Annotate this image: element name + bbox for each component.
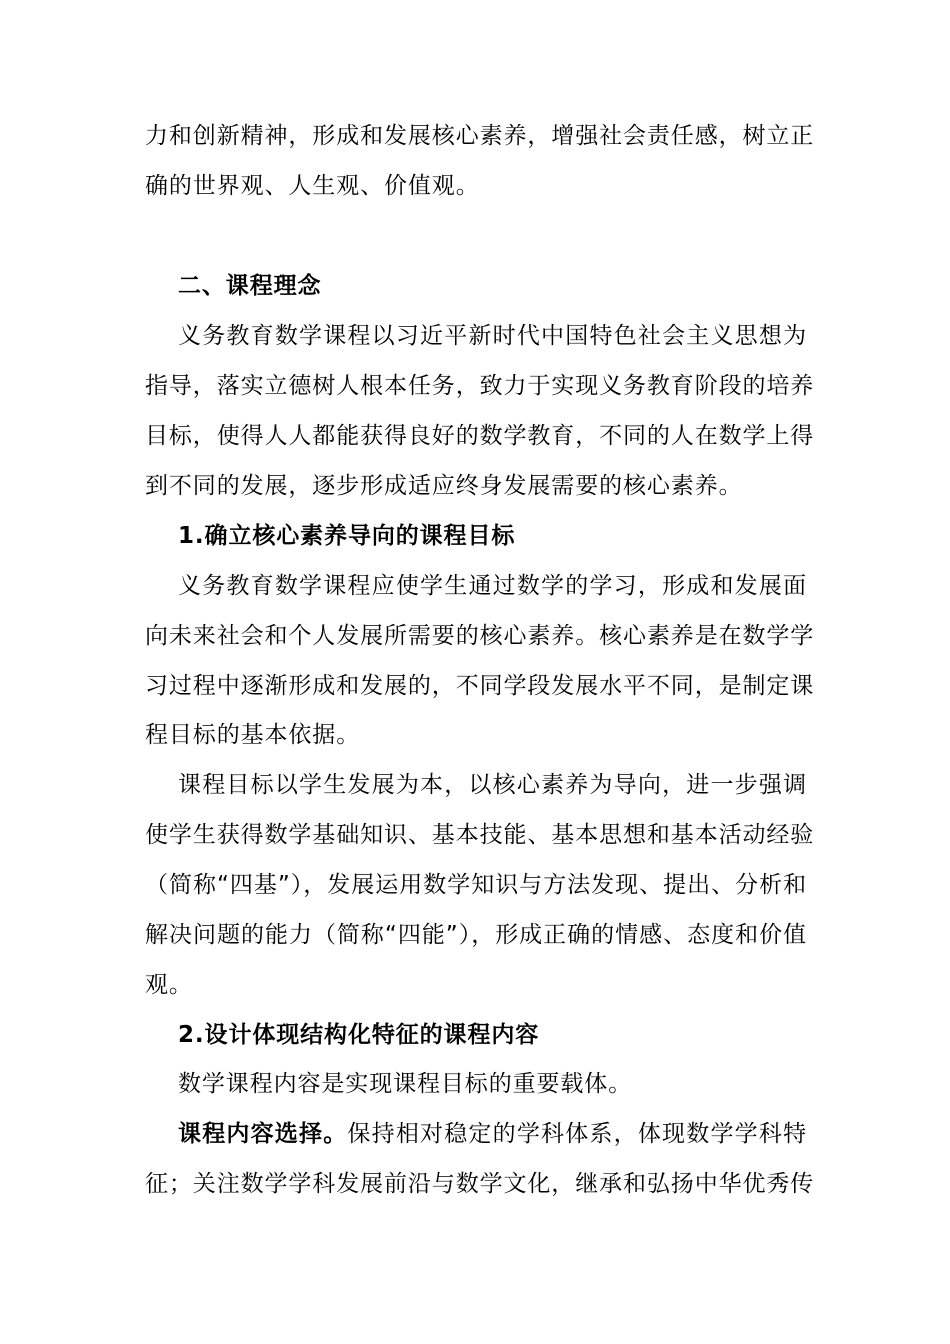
section-heading: 二、课程理念 [178,273,322,299]
paragraph-text: 保持相对稳定的学科体系，体现数学学科特 [347,1121,807,1147]
paragraph-line: 力和创新精神，形成和发展核心素养，增强社会责任感，树立正 [145,123,815,149]
paragraph-line: 习过程中逐渐形成和发展的，不同学段发展水平不同，是制定课 [145,673,815,699]
paragraph-line: 义务教育数学课程以习近平新时代中国特色社会主义思想为 [178,323,807,349]
paragraph-line [178,1119,807,1149]
paragraph-line: 向未来社会和个人发展所需要的核心素养。核心素养是在数学学 [145,623,815,649]
paragraph-line: 观。 [145,972,193,998]
bold-lead-text: 课程内容选择。 [178,1121,348,1147]
paragraph-line: 课程目标以学生发展为本，以核心素养为导向，进一步强调 [178,772,807,798]
paragraph-line: 目标，使得人人都能获得良好的数学教育，不同的人在数学上得 [145,423,815,449]
sub-heading: 1.确立核心素养导向的课程目标 [178,523,516,549]
paragraph-line: 解决问题的能力（简称“四能”），形成正确的情感、态度和价值 [145,922,807,948]
sub-heading: 2.设计体现结构化特征的课程内容 [178,1022,540,1048]
paragraph-line: 到不同的发展，逐步形成适应终身发展需要的核心素养。 [145,473,743,499]
paragraph-line: 数学课程内容是实现课程目标的重要载体。 [178,1071,633,1097]
paragraph-line: 程目标的基本依据。 [145,722,361,748]
paragraph-line: 指导，落实立德树人根本任务，致力于实现义务教育阶段的培养 [145,373,815,399]
paragraph-line: 使学生获得数学基础知识、基本技能、基本思想和基本活动经验 [145,822,815,848]
paragraph-line: 确的世界观、人生观、价值观。 [145,173,480,199]
paragraph-line: 征；关注数学学科发展前沿与数学文化，继承和弘扬中华优秀传 [145,1171,815,1197]
paragraph-line: 义务教育数学课程应使学生通过数学的学习，形成和发展面 [178,573,807,599]
paragraph-line: （简称“四基”），发展运用数学知识与方法发现、提出、分析和 [145,872,807,898]
